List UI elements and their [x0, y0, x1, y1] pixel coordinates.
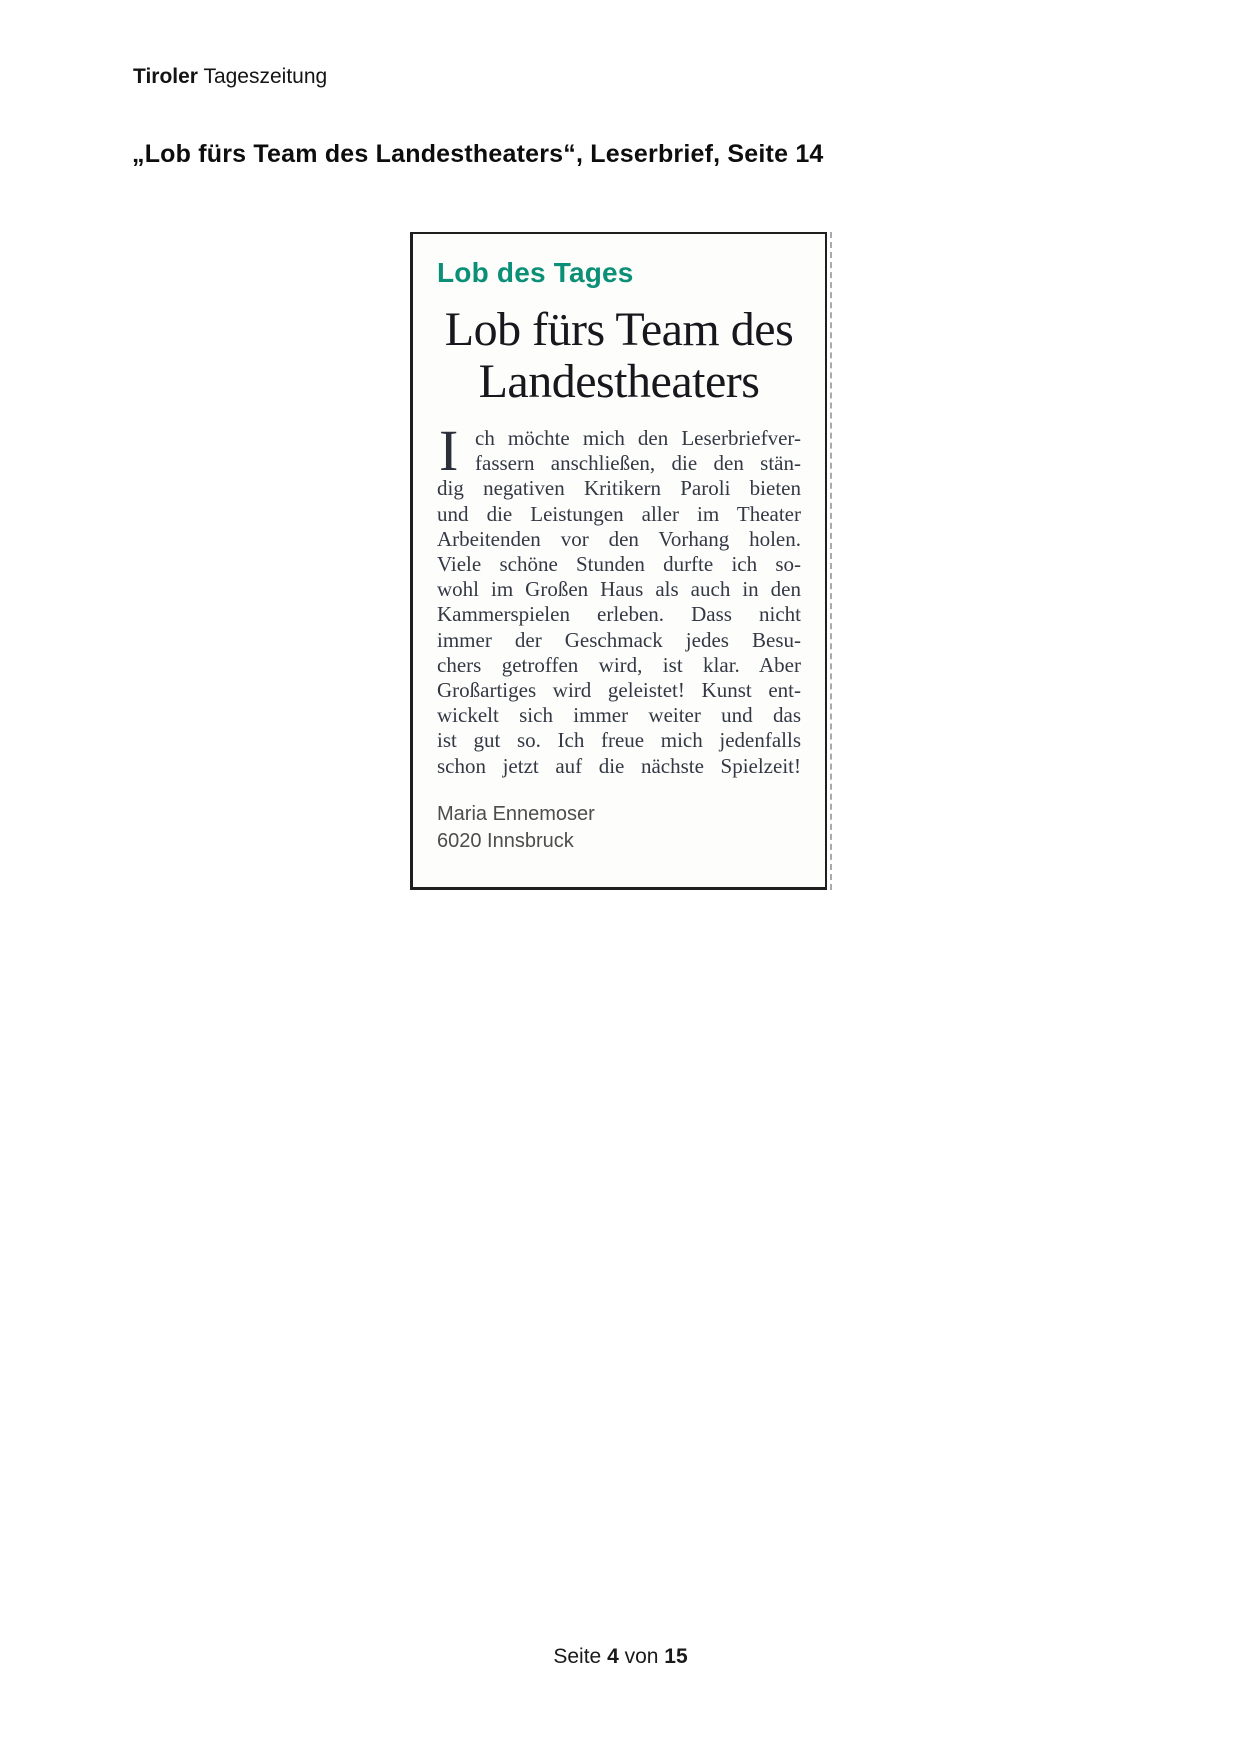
clipping-kicker: Lob des Tages — [437, 257, 634, 288]
body-line: schon jetzt auf die nächste Spielzeit! — [437, 753, 801, 778]
drop-cap: I — [439, 418, 459, 483]
newspaper-brand — [133, 64, 327, 90]
body-line: Arbeitenden vor den Vorhang holen. — [437, 526, 801, 551]
body-line: Großartiges wird geleistet! Kunst ent- — [437, 678, 801, 703]
headline-line-1: Lob fürs Team des — [444, 303, 794, 356]
clipping-body — [437, 418, 801, 779]
body-line: wickelt sich immer weiter und das — [437, 703, 801, 728]
clipping-headline — [437, 304, 801, 408]
author-name: Maria Ennemoser — [437, 802, 595, 825]
body-line: Kammerspielen erleben. Dass nicht — [437, 602, 801, 627]
author-city: 6020 Innsbruck — [437, 829, 574, 852]
body-line: wohl im Großen Haus als auch in den — [437, 577, 801, 602]
body-line: chers getroffen wird, ist klar. Aber — [437, 652, 801, 677]
clipping-signature — [437, 801, 801, 855]
body-line: Viele schöne Stunden durfte ich so- — [437, 552, 801, 577]
body-line: dig negativen Kritikern Paroli bieten — [437, 476, 801, 501]
body-lines — [437, 418, 801, 779]
newspaper-clipping — [410, 232, 827, 890]
body-line: und die Leistungen aller im Theater — [437, 501, 801, 526]
body-line: ist gut so. Ich freue mich jedenfalls — [437, 728, 801, 753]
article-reference-title: „Lob fürs Team des Landestheaters“, Leserbrief, Seite 14 — [132, 140, 824, 168]
body-line: fassern anschließen, die den stän- — [475, 451, 801, 476]
body-line: immer der Geschmack jedes Besu- — [437, 627, 801, 652]
headline-line-2: Landestheaters — [478, 355, 760, 408]
footer-von-label: von — [624, 1645, 659, 1668]
brand-name-bold: Tiroler — [133, 65, 198, 88]
page-footer — [0, 1645, 1241, 1669]
footer-current-page: 4 — [607, 1645, 619, 1668]
footer-seite-label: Seite — [553, 1645, 602, 1668]
footer-total-pages: 15 — [664, 1645, 688, 1668]
brand-name-rest: Tageszeitung — [203, 65, 328, 88]
body-line: ch möchte mich den Leserbriefver- — [475, 426, 801, 450]
